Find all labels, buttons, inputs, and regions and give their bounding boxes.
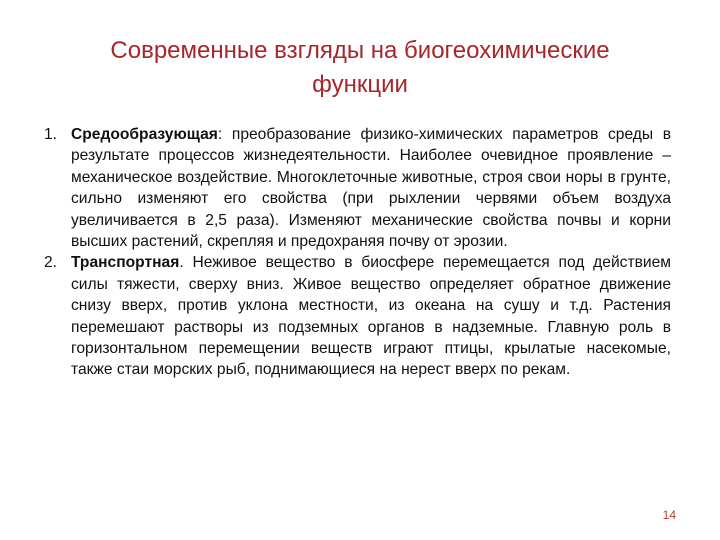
- slide-title-line-2: функции: [312, 71, 408, 98]
- list-item-function-1: [44, 124, 671, 252]
- list-item-function-2: [44, 252, 671, 380]
- list-item-term: Средообразующая: [71, 126, 218, 143]
- page-number: 14: [662, 508, 676, 522]
- list-item-text: преобразование физико-химических параметров среды в результате процессов жизнедеятельности. Наиболее очевидное проявление – механическое воздействие. Многоклеточные животные, строя свои норы в грунте, сильно изменяют его свойства (при рыхлении червями объем воздуха увеличивается в 2,5 раза). Изменяют механические свойства почвы и корни высших растений, скрепляя и предохраняя почву от эрозии.: [71, 126, 671, 251]
- slide-title-line-1: Современные взгляды на биогеохимические: [110, 37, 610, 64]
- list-item-separator: .: [179, 254, 193, 272]
- list-item-number: 2.: [44, 254, 58, 272]
- content-list: [44, 124, 671, 381]
- list-item-number: 1.: [44, 126, 58, 143]
- list-item-term: Транспортная: [71, 254, 180, 272]
- list-item-separator: :: [217, 126, 232, 143]
- list-item-text: Неживое вещество в биосфере перемещается под действием силы тяжести, сверху вниз. Живое вещество определяет обратное движение снизу вверх, против уклона местности, из океана на сушу и т.д. Растения перемешают растворы из подземных органов в надземные. Главную роль в горизонтальном перемещении веществ играют птицы, крылатые насекомые, также стаи морских рыб, поднимающиеся на нерест вверх по рекам.: [71, 254, 671, 379]
- slide-title: [60, 34, 660, 102]
